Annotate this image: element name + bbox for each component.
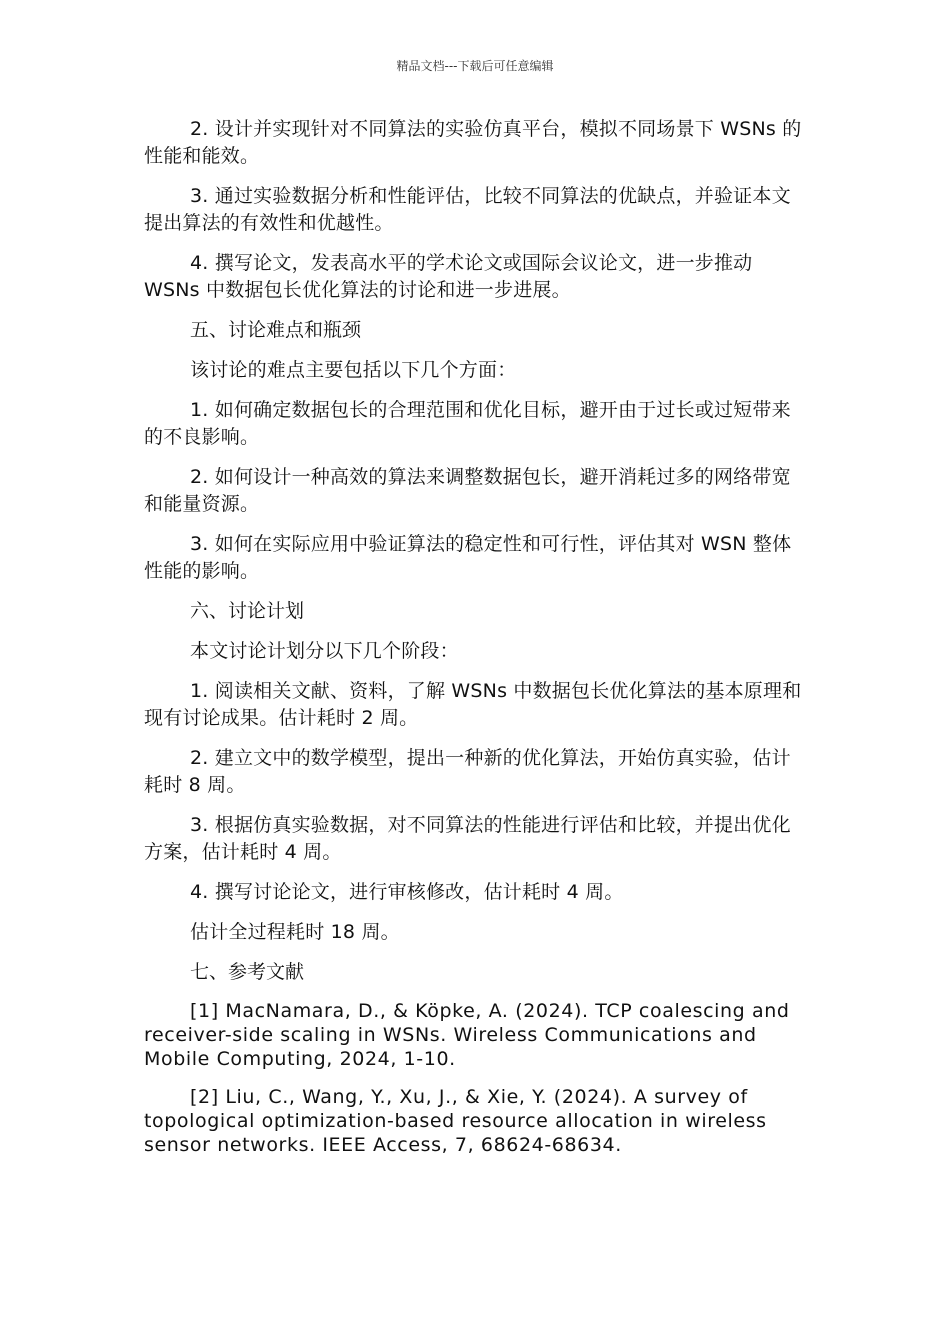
paragraph-difficulty-2: 2. 如何设计一种高效的算法来调整数据包长，避开消耗过多的网络带宽和能量资源。 [144, 466, 791, 515]
paragraph-plan-3: 3. 根据仿真实验数据，对不同算法的性能进行评估和比较，并提出优化方案，估计耗时 4 周。 [144, 814, 791, 863]
document-body [144, 116, 804, 1171]
paragraph-objective-3: 3. 通过实验数据分析和性能评估，比较不同算法的优缺点，并验证本文提出算法的有效性和优越性。 [144, 185, 791, 234]
paragraph-objective-4: 4. 撰写论文，发表高水平的学术论文或国际会议论文，进一步推动 WSNs 中数据包长优化算法的讨论和进一步进展。 [144, 252, 753, 301]
section-heading-plan: 六、讨论计划 [190, 600, 305, 622]
paragraph-plan-2: 2. 建立文中的数学模型，提出一种新的优化算法，开始仿真实验，估计耗时 8 周。 [144, 747, 791, 796]
paragraph-plan-intro: 本文讨论计划分以下几个阶段： [190, 640, 459, 662]
section-heading-references: 七、参考文献 [190, 961, 305, 983]
reference-2: [2] Liu, C., Wang, Y., Xu, J., & Xie, Y. (2024). A survey of topological optimization-based resource allocation in wireless sensor networks. IEEE Access, 7, 68624-68634. [144, 1086, 767, 1156]
section-heading-difficulties: 五、讨论难点和瓶颈 [190, 319, 362, 341]
paragraph-plan-total: 估计全过程耗时 18 周。 [190, 921, 400, 943]
paragraph-difficulty-3: 3. 如何在实际应用中验证算法的稳定性和可行性，评估其对 WSN 整体性能的影响。 [144, 533, 792, 582]
paragraph-plan-4: 4. 撰写讨论论文，进行审核修改，估计耗时 4 周。 [190, 881, 624, 903]
page-header: 精品文档---下载后可任意编辑 [396, 59, 554, 73]
paragraph-difficulties-intro: 该讨论的难点主要包括以下几个方面： [190, 359, 517, 381]
paragraph-objective-2: 2. 设计并实现针对不同算法的实验仿真平台，模拟不同场景下 WSNs 的性能和能效。 [144, 118, 802, 167]
paragraph-difficulty-1: 1. 如何确定数据包长的合理范围和优化目标，避开由于过长或过短带来的不良影响。 [144, 399, 791, 448]
paragraph-plan-1: 1. 阅读相关文献、资料，了解 WSNs 中数据包长优化算法的基本原理和现有讨论成果。估计耗时 2 周。 [144, 680, 802, 729]
reference-1: [1] MacNamara, D., & Köpke, A. (2024). TCP coalescing and receiver-side scaling in WSNs. Wireless Communications and Mobile Computing, 2024, 1-10. [144, 1000, 790, 1070]
